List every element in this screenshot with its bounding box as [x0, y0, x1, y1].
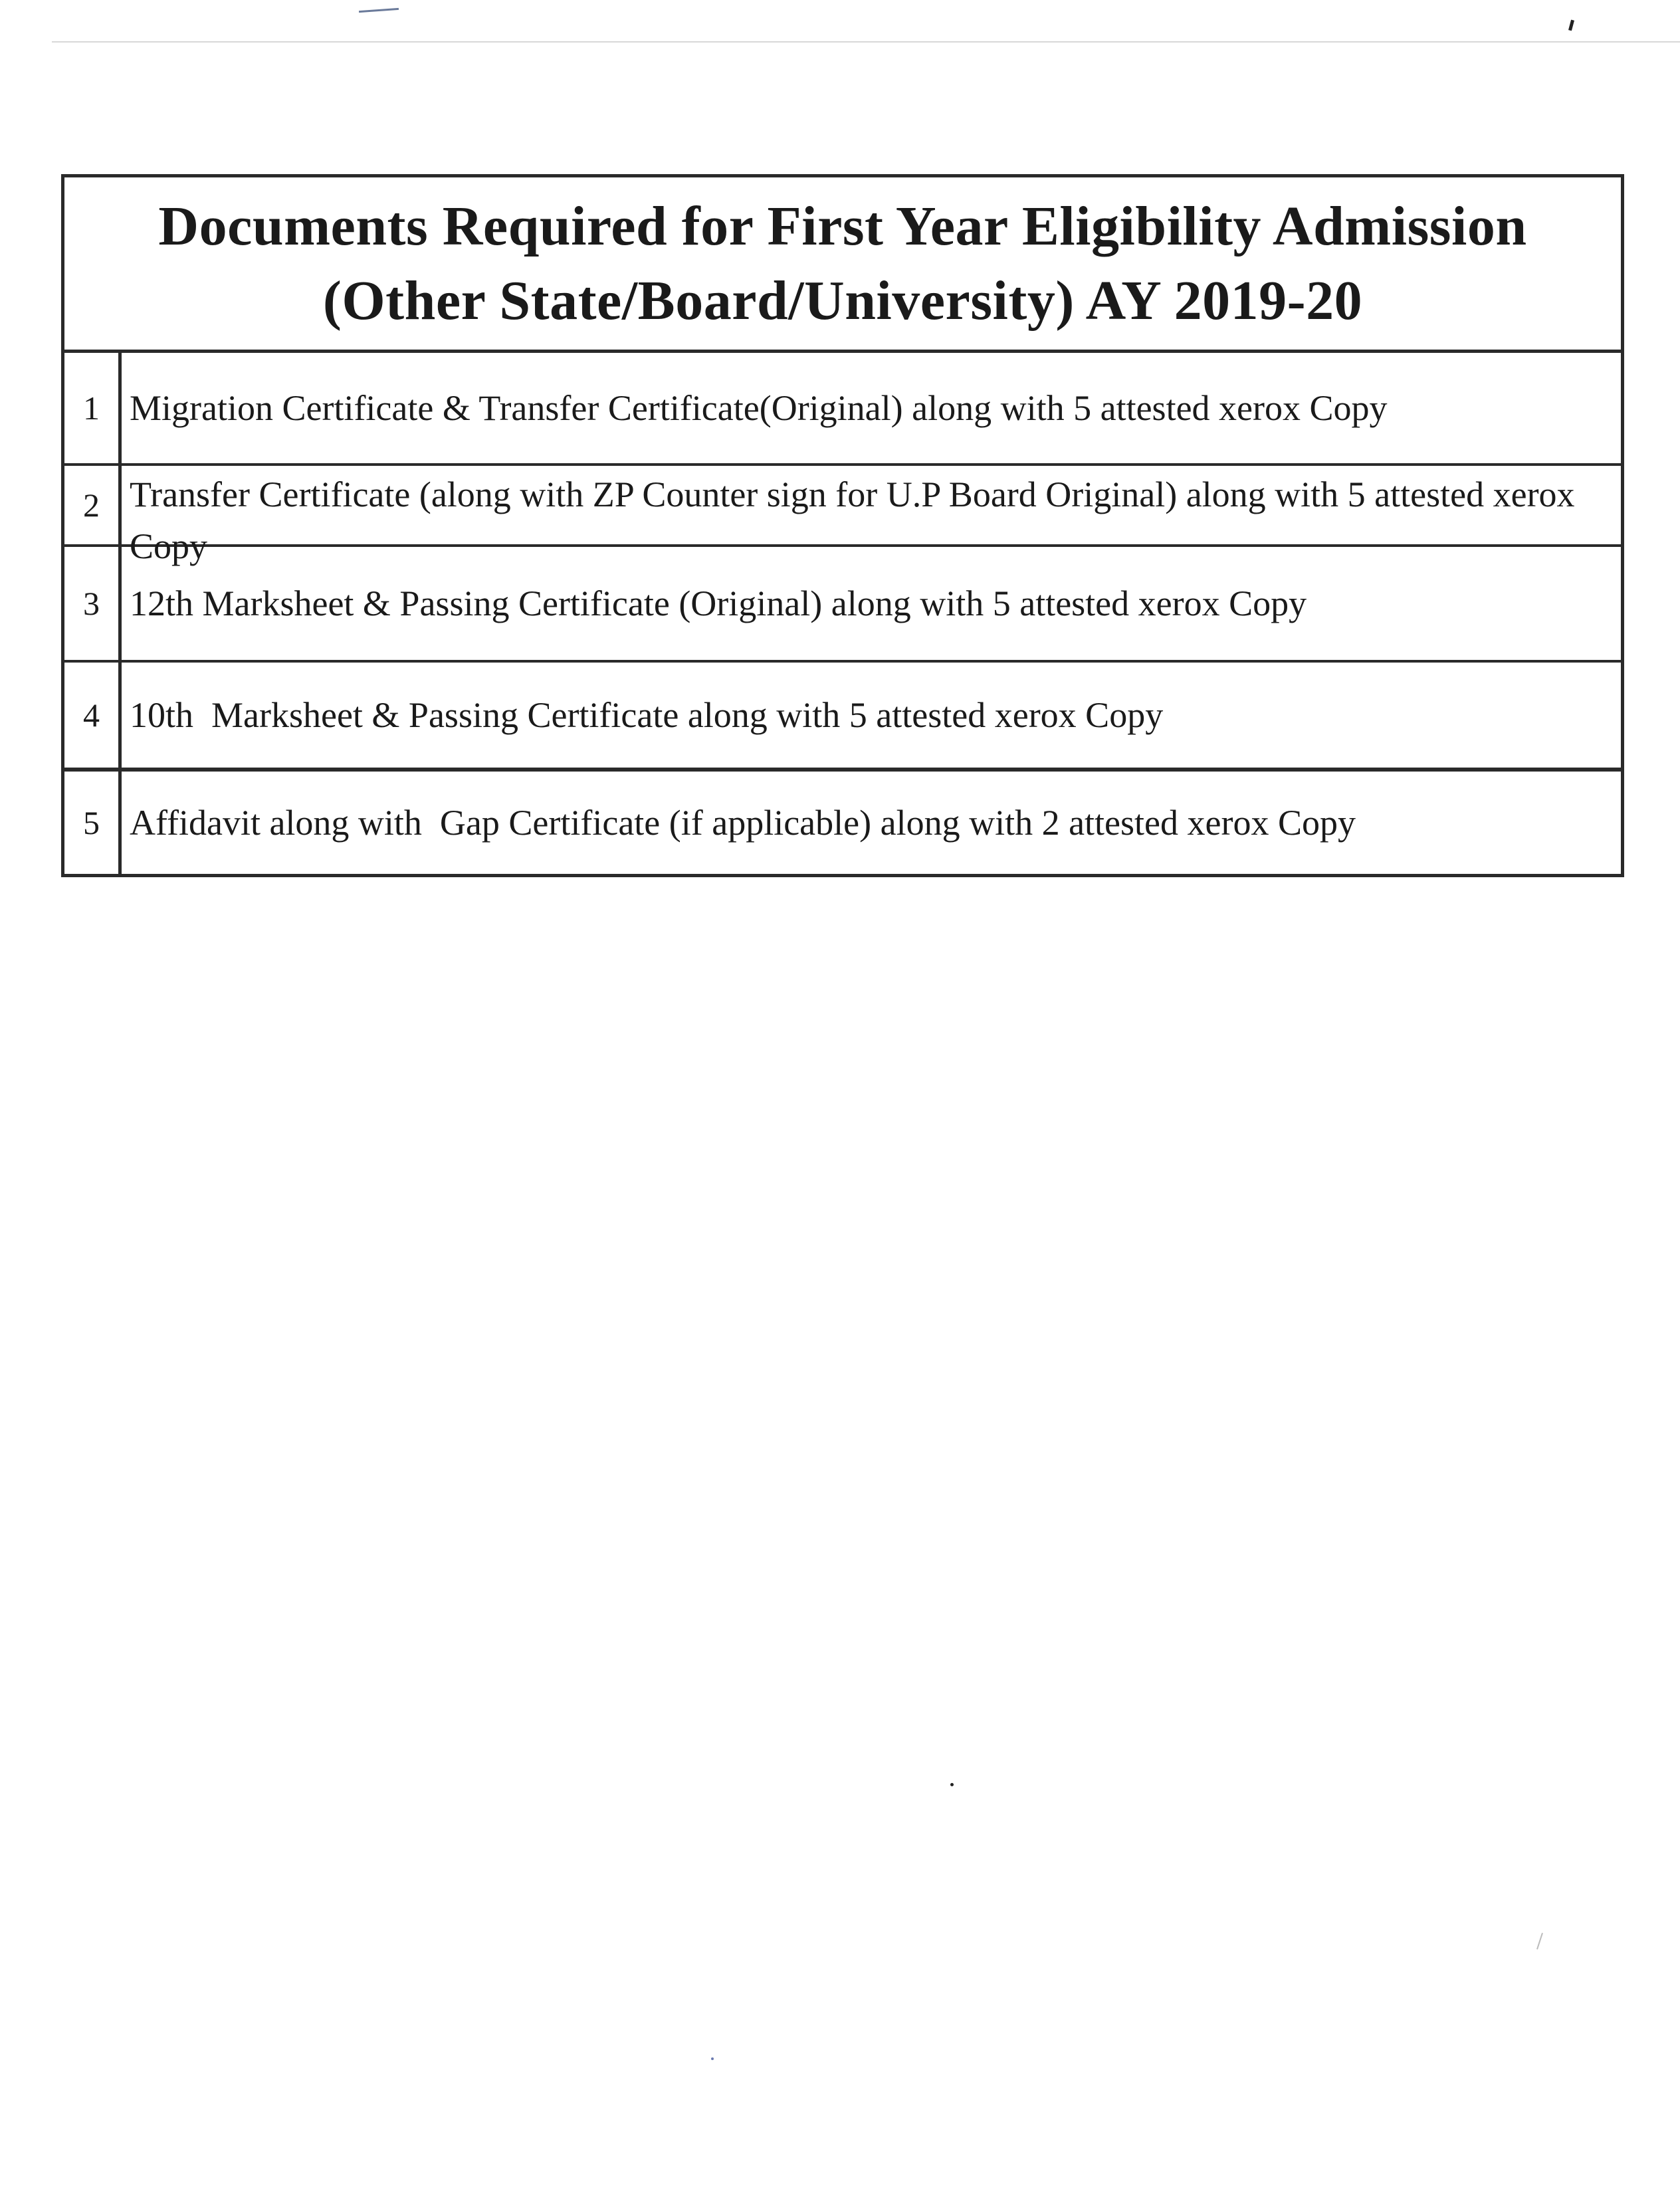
scan-artifact-mark — [359, 8, 399, 13]
row-number: 4 — [64, 663, 122, 768]
scan-artifact-dot — [711, 2057, 714, 2060]
row-text: 10th Marksheet & Passing Certificate along with 5 attested xerox Copy — [130, 695, 1164, 735]
row-number: 1 — [64, 353, 122, 463]
scan-artifact-dot — [950, 1783, 954, 1786]
row-number: 5 — [64, 772, 122, 874]
scan-artifact-mark — [1536, 1932, 1543, 1949]
table-row — [64, 663, 1621, 772]
scan-page-edge — [52, 41, 1680, 43]
title-line-1: Documents Required for First Year Eligibility Admission — [158, 195, 1527, 257]
table-row — [64, 547, 1621, 663]
row-text: Migration Certificate & Transfer Certificate(Original) along with 5 attested xerox Copy — [130, 388, 1388, 428]
title-line-2: (Other State/Board/University) AY 2019-20 — [322, 269, 1363, 332]
row-text: 12th Marksheet & Passing Certificate (Original) along with 5 attested xerox Copy — [130, 583, 1307, 623]
row-number: 3 — [64, 547, 122, 660]
row-number: 2 — [64, 466, 122, 544]
table-title — [64, 177, 1621, 353]
table-row — [64, 772, 1621, 874]
documents-table — [61, 174, 1624, 877]
row-text: Transfer Certificate (along with ZP Counter sign for U.P Board Original) along with 5 attested xerox Copy — [130, 474, 1575, 566]
scan-artifact-mark — [1568, 20, 1574, 31]
table-row — [64, 353, 1621, 466]
row-text: Affidavit along with Gap Certificate (if applicable) along with 2 attested xerox Copy — [130, 803, 1356, 843]
table-row — [64, 466, 1621, 566]
